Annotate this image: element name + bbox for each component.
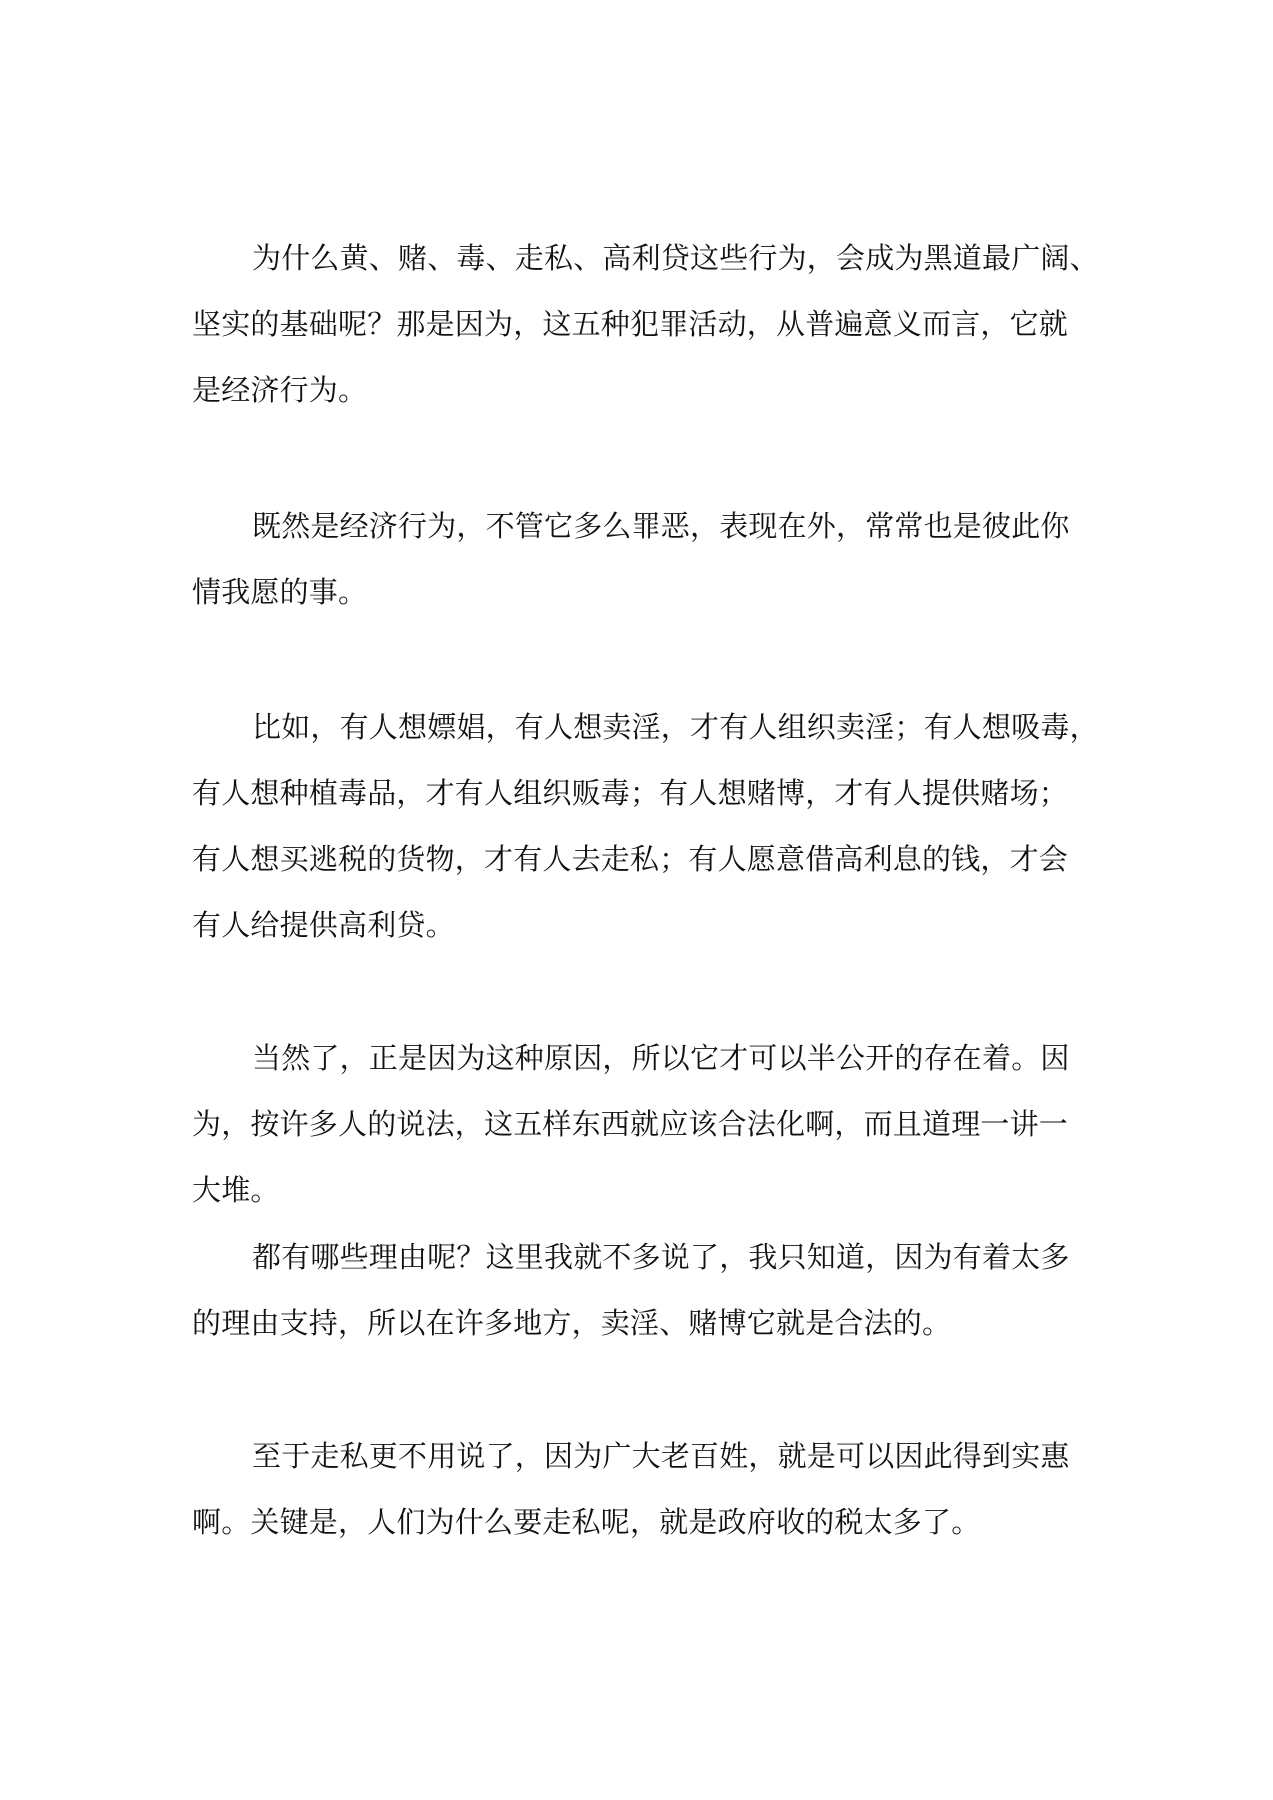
paragraph-line: 为什么黄、赌、毒、走私、高利贷这些行为，会成为黑道最广阔、 [252, 241, 1099, 275]
paragraph-3 [192, 694, 1099, 958]
paragraph-line: 是经济行为。 [192, 373, 368, 407]
paragraph-line: 的理由支持，所以在许多地方，卖淫、赌博它就是合法的。 [192, 1306, 952, 1340]
paragraph-line: 都有哪些理由呢？这里我就不多说了，我只知道，因为有着太多 [252, 1240, 1070, 1274]
paragraph-6 [192, 1423, 1082, 1555]
paragraph-line: 啊。关键是，人们为什么要走私呢，就是政府收的税太多了。 [192, 1505, 981, 1539]
paragraph-line: 有人想种植毒品，才有人组织贩毒；有人想赌博，才有人提供赌场； [192, 776, 1069, 810]
paragraph-line: 至于走私更不用说了，因为广大老百姓，就是可以因此得到实惠 [252, 1439, 1070, 1473]
paragraph-2 [192, 493, 1082, 625]
paragraph-line: 有人想买逃税的货物，才有人去走私；有人愿意借高利息的钱，才会 [192, 842, 1069, 876]
paragraph-line: 当然了，正是因为这种原因，所以它才可以半公开的存在着。因 [252, 1041, 1070, 1075]
paragraph-line: 既然是经济行为，不管它多么罪恶，表现在外，常常也是彼此你 [252, 509, 1070, 543]
paragraph-line: 情我愿的事。 [192, 575, 368, 609]
paragraph-line: 坚实的基础呢？那是因为，这五种犯罪活动，从普遍意义而言，它就 [192, 307, 1069, 341]
paragraph-5 [192, 1224, 1082, 1356]
paragraph-line: 大堆。 [192, 1173, 280, 1207]
paragraph-line: 为，按许多人的说法，这五样东西就应该合法化啊，而且道理一讲一 [192, 1107, 1069, 1141]
paragraph-line: 比如，有人想嫖娼，有人想卖淫，才有人组织卖淫；有人想吸毒， [252, 710, 1099, 744]
paragraph-line: 有人给提供高利贷。 [192, 908, 455, 942]
paragraph-4 [192, 1025, 1082, 1223]
paragraph-1 [192, 225, 1099, 423]
